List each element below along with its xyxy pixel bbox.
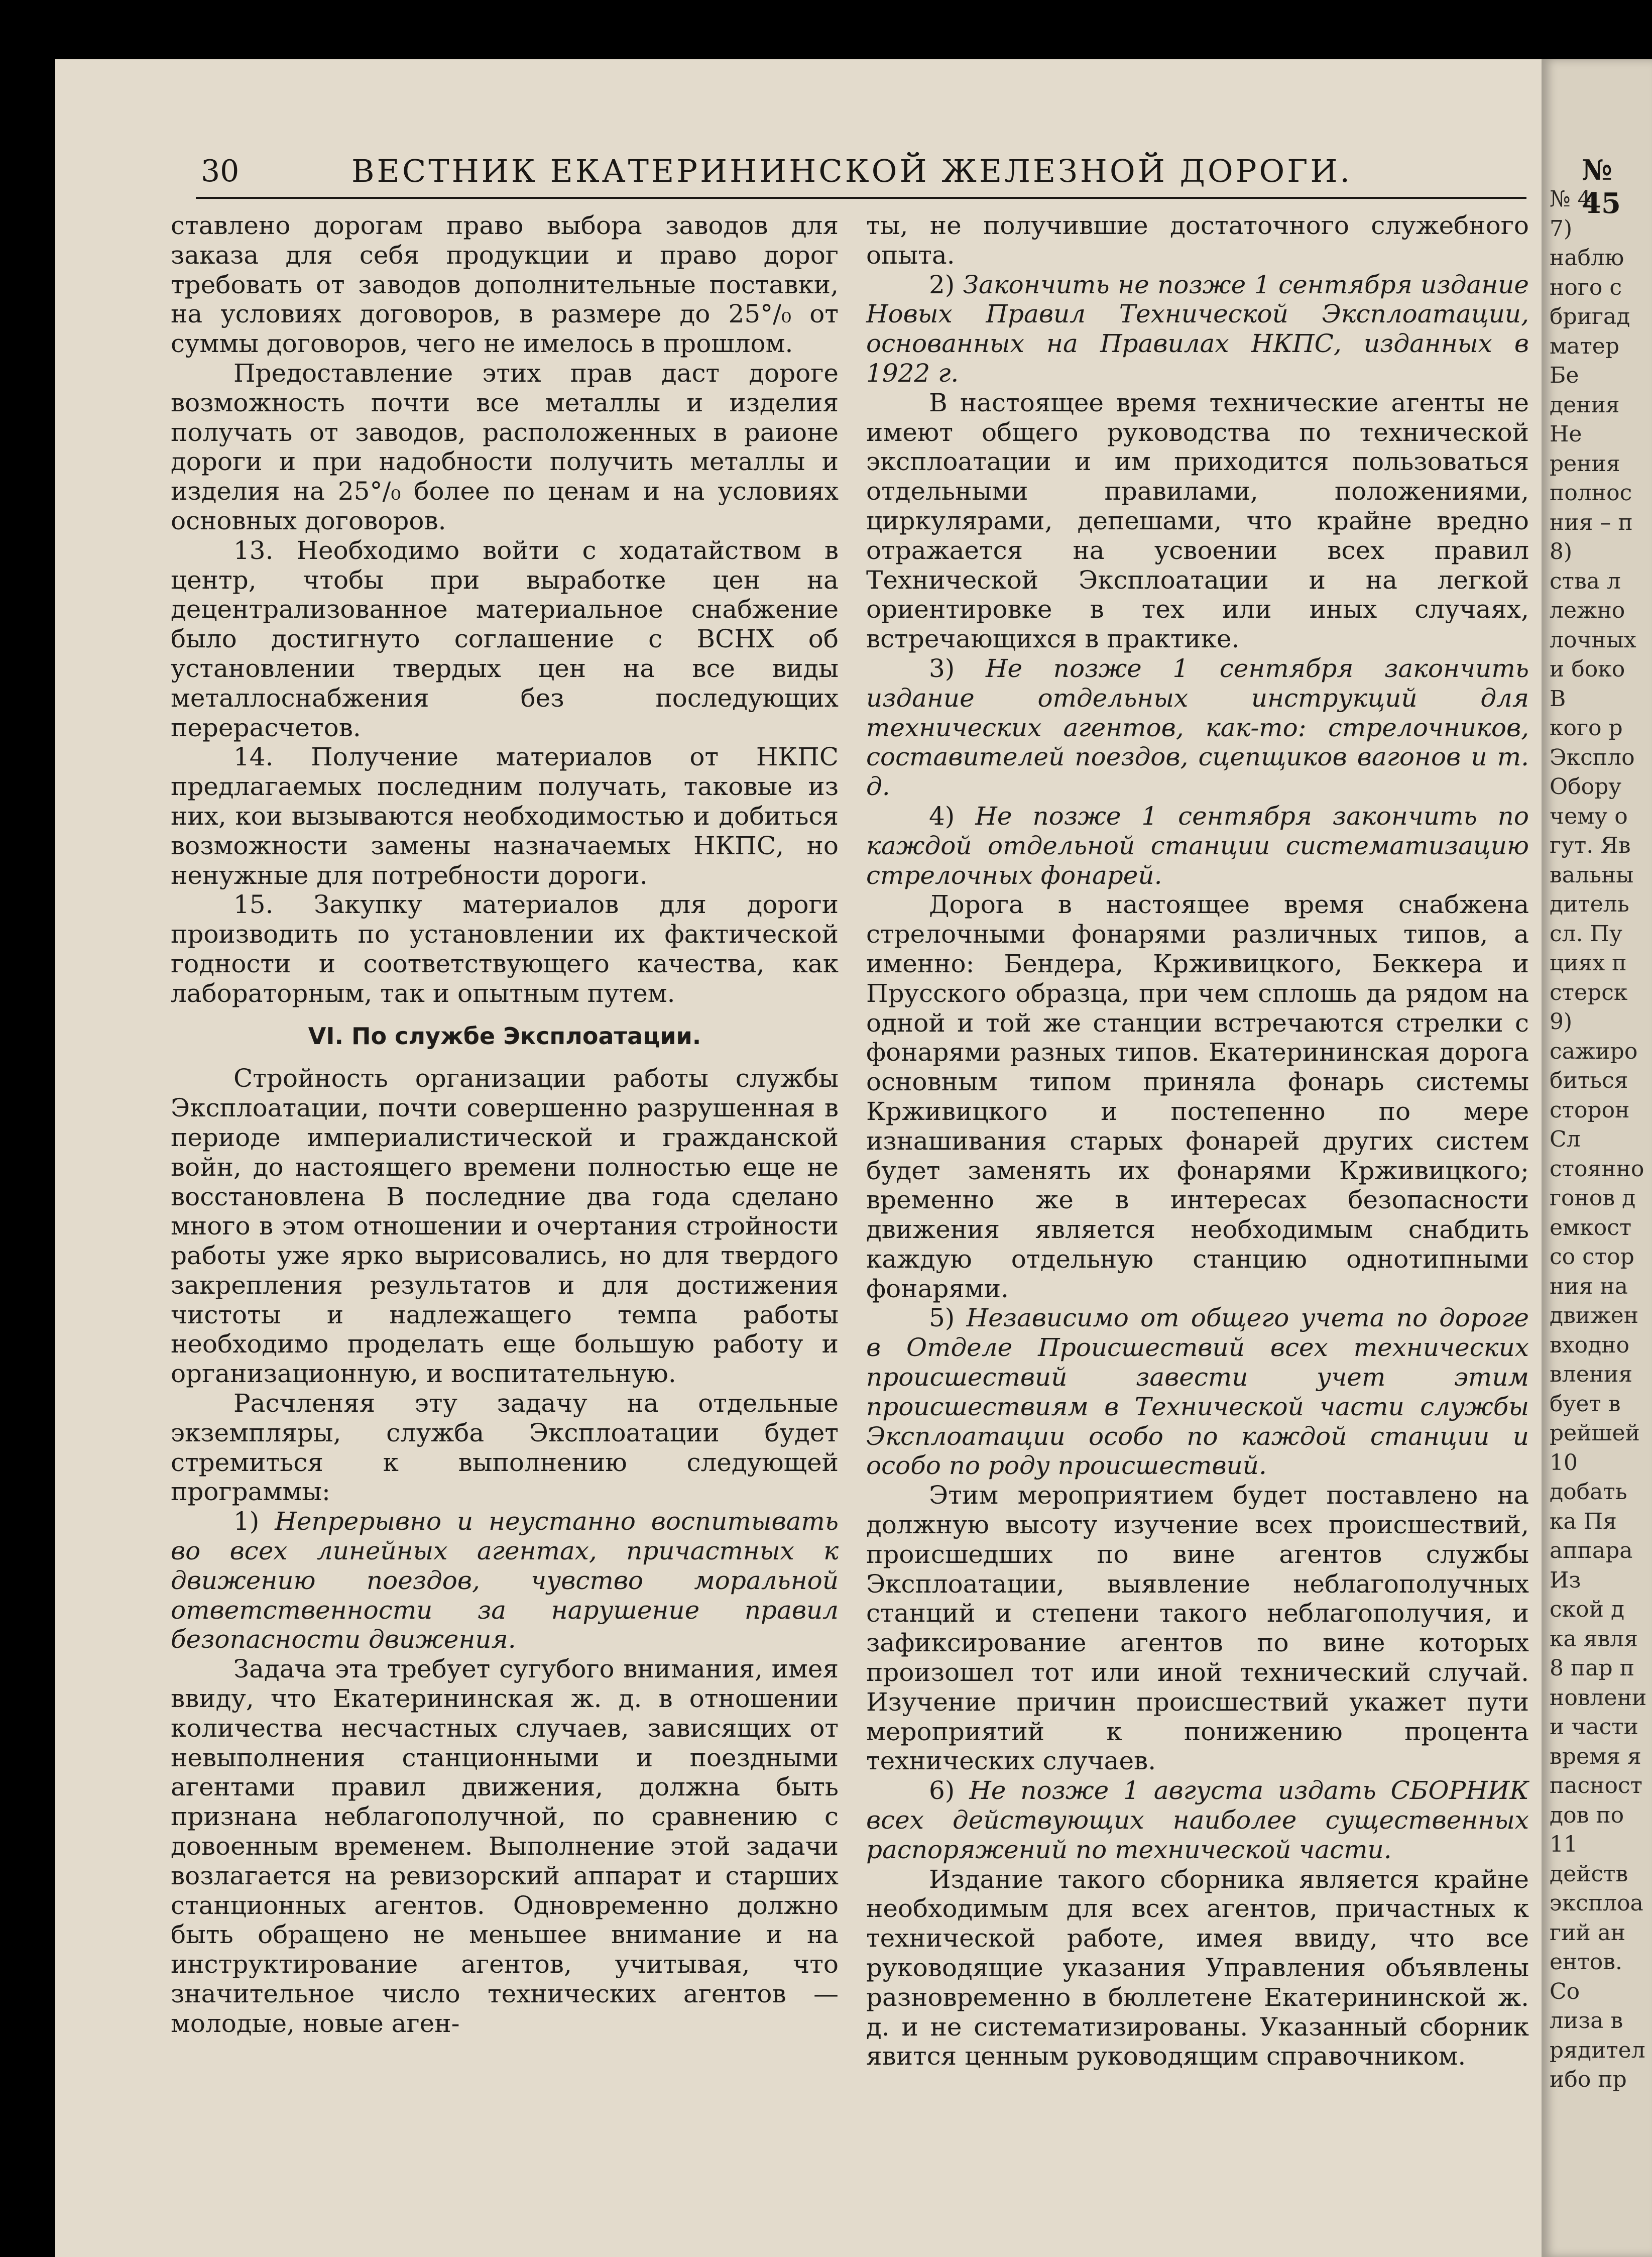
item-number: 1) bbox=[233, 1507, 260, 1536]
adjacent-page-fragment: Со bbox=[1550, 1978, 1580, 2004]
adjacent-page-fragment: действ bbox=[1550, 1861, 1628, 1887]
adjacent-page-fragment: добать bbox=[1550, 1479, 1627, 1505]
adjacent-page-fragment: ка Пя bbox=[1550, 1508, 1617, 1534]
adjacent-page-fragment: бригад bbox=[1550, 304, 1630, 329]
adjacent-page-fragment: емкост bbox=[1550, 1214, 1632, 1240]
adjacent-page-fragment: дения bbox=[1550, 392, 1620, 418]
adjacent-page-fragment: движен bbox=[1550, 1303, 1639, 1328]
paragraph: 13. Необходимо войти с ходатайством в центр, чтобы при выработке цен на децентрализованное материальное снабжение было достигнуто соглашение с ВСНХ об установлении твердых цен на все виды металлоснабжения без последующих перерасчетов. bbox=[171, 535, 839, 742]
adjacent-page-fragment: Бе bbox=[1550, 363, 1579, 388]
adjacent-page-fragment: 10 bbox=[1550, 1449, 1578, 1476]
adjacent-page-fragment: ка явля bbox=[1550, 1626, 1638, 1652]
adjacent-page-fragment: рядител bbox=[1550, 2037, 1645, 2063]
adjacent-page-fragment: биться bbox=[1550, 1068, 1628, 1093]
item-number: 3) bbox=[929, 653, 955, 683]
adjacent-page-fragment: полнос bbox=[1550, 480, 1632, 506]
adjacent-page-fragment: 11 bbox=[1550, 1832, 1578, 1857]
item-number: 6) bbox=[929, 1776, 955, 1805]
adjacent-page-fragment: наблю bbox=[1550, 245, 1624, 271]
item-number: 5) bbox=[929, 1303, 955, 1333]
item-text: Непрерывно и неустанно воспитывать во всех линейных агентах, причастных к движению поездов, чувство моральной ответственности за нарушение правил безопасности движения. bbox=[171, 1507, 839, 1654]
page-header bbox=[201, 98, 1621, 220]
adjacent-page-fragment: 9) bbox=[1550, 1009, 1573, 1035]
item-text: Закончить не позже 1 сентября издание Новых Правил Технической Эксплоатации, основанных на Правилах НКПС, изданных в 1922 г. bbox=[866, 270, 1529, 388]
adjacent-page-fragment: новлени bbox=[1550, 1684, 1647, 1711]
adjacent-page-fragment: пасност bbox=[1550, 1773, 1643, 1798]
paragraph: Стройность организации работы службы Эксплоатации, почти совершенно разрушенная в периоде империалистической и гражданской войн, до настоящего времени полностью еще не восстановлена В последние два года сделано много в этом отношении и очертания стройности работы уже ярко вырисовались, но для твердого закрепления результатов и для достижения чистоты и надлежащего темпа работы необходимо проделать еще большую работу и организационную, и воспитательную. bbox=[171, 1064, 839, 1389]
adjacent-page-fragment: аппара bbox=[1550, 1538, 1633, 1563]
adjacent-page-fragment: ного с bbox=[1550, 274, 1622, 300]
adjacent-page-fragment: ния на bbox=[1550, 1273, 1628, 1299]
item-number: 2) bbox=[929, 270, 955, 299]
paragraph: Издание такого сборника является крайне необходимым для всех агентов, причастных к технической работе, имея ввиду, что все руководящие указания Управления объявлены разновременно в бюллетене Екатерининской ж. д. и не систематизированы. Указанный сборник явится ценным руководящим справочником. bbox=[866, 1864, 1529, 2071]
adjacent-page-fragment: матер bbox=[1550, 333, 1620, 359]
adjacent-page-fragment: эксплоа bbox=[1550, 1890, 1643, 1916]
paragraph: Этим мероприятием будет поставлено на должную высоту изучение всех происшествий, происшедших по вине агентов службы Эксплоатации, выявление неблагополучных станций и степени такого неблагополучия, и зафиксирование агентов по вине которых произошел тот или иной технический случай. Изучение причин происшествий укажет пути мероприятий к понижению процента технических случаев. bbox=[866, 1481, 1529, 1776]
adjacent-page-fragment: рейшей bbox=[1550, 1420, 1640, 1446]
adjacent-page-fragment: чему о bbox=[1550, 803, 1628, 829]
adjacent-page-fragment: № 4 bbox=[1550, 186, 1592, 212]
adjacent-page-fragment: и части bbox=[1550, 1714, 1638, 1740]
section-heading: VI. По службе Эксплоатации. bbox=[308, 1022, 701, 1050]
adjacent-page-fragment: лочных bbox=[1550, 627, 1636, 653]
program-item bbox=[171, 1507, 839, 1654]
adjacent-page-fragment: гий ан bbox=[1550, 1920, 1626, 1946]
adjacent-page-fragment: лежно bbox=[1550, 598, 1625, 623]
adjacent-page-fragment: Сл bbox=[1550, 1126, 1581, 1152]
program-item bbox=[866, 654, 1529, 802]
adjacent-page-fragment: циях п bbox=[1550, 950, 1627, 976]
adjacent-page-fragment: Из bbox=[1550, 1567, 1581, 1593]
adjacent-page-fragment: дитель bbox=[1550, 891, 1629, 917]
paragraph: Дорога в настоящее время снабжена стрелочными фонарями различных типов, а именно: Бендера, Крживицкого, Беккера и Прусского образца, при чем сплошь да рядом на одной и той же станции встречаются стрелки с фонарями разных типов. Екатерининская дорога основным типом приняла фонарь системы Крживицкого и постепенно по мере изнашивания старых фонарей других систем будет заменять их фонарями Крживицкого; временно же в интересах безопасности движения является необходимым снабдить каждую отдельную станцию однотипными фонарями. bbox=[866, 890, 1529, 1303]
adjacent-page-fragment: рения bbox=[1550, 450, 1620, 477]
adjacent-page-fragment: кого р bbox=[1550, 715, 1623, 741]
adjacent-page-fragment: вальны bbox=[1550, 862, 1634, 888]
adjacent-page-fragment: время я bbox=[1550, 1743, 1641, 1769]
adjacent-page-fragment: гонов д bbox=[1550, 1185, 1636, 1211]
adjacent-page-fragment: лиза в bbox=[1550, 2008, 1623, 2034]
program-item bbox=[866, 1303, 1529, 1481]
item-text: Не позже 1 сентября закончить издание отдельных инструкций для технических агентов, как-то: стрелочников, составителей поездов, сцепщиков вагонов и т. д. bbox=[866, 653, 1529, 802]
page-number: 30 bbox=[201, 154, 240, 189]
adjacent-page-fragment: сажиро bbox=[1550, 1038, 1638, 1064]
program-item bbox=[866, 1776, 1529, 1864]
adjacent-page-fragment: ства л bbox=[1550, 568, 1621, 594]
item-number: 4) bbox=[929, 801, 955, 831]
adjacent-page-fragment: Не bbox=[1550, 421, 1582, 447]
paragraph: Предоставление этих прав даст дороге возможность почти все металлы и изделия получать от заводов, расположенных в раионе дороги и при надобности получить металлы и изделия на 25°/₀ более по ценам и на условиях основных договоров. bbox=[171, 358, 839, 535]
adjacent-page-fragment: ской д bbox=[1550, 1597, 1625, 1622]
adjacent-page-text bbox=[1550, 185, 1646, 2095]
adjacent-page-fragment: входно bbox=[1550, 1332, 1629, 1358]
adjacent-page-fragment: сторон bbox=[1550, 1097, 1630, 1123]
adjacent-page-fragment: ентов. bbox=[1550, 1949, 1622, 1975]
adjacent-page-fragment: ибо пр bbox=[1550, 2067, 1627, 2092]
item-text: Независимо от общего учета по дороге в Отделе Происшествий всех технических происшествий завести учет этим происшествиям в Технической части службы Эксплоатации особо по каждой станции и особо по роду происшествий. bbox=[866, 1303, 1529, 1481]
item-text: Не позже 1 августа издать СБОРНИК всех действующих наиболее существенных распоряжений по технической части. bbox=[866, 1776, 1529, 1864]
item-text: Не позже 1 сентября закончить по каждой отдельной станции систематизацию стрелочных фонарей. bbox=[866, 801, 1529, 890]
adjacent-page-fragment: и боко bbox=[1550, 656, 1625, 682]
adjacent-page-fragment: 8 пар п bbox=[1550, 1655, 1635, 1681]
adjacent-page-fragment: дов по bbox=[1550, 1802, 1624, 1828]
adjacent-page-fragment: Обору bbox=[1550, 774, 1622, 800]
paragraph: Расчленяя эту задачу на отдельные экземпляры, служба Эксплоатации будет стремиться к выполнению следующей программы: bbox=[171, 1389, 839, 1507]
issue-number: № 45 bbox=[1582, 154, 1621, 220]
program-item bbox=[866, 270, 1529, 388]
adjacent-page-edge bbox=[1542, 59, 1652, 2257]
left-column bbox=[171, 211, 839, 2039]
right-column bbox=[866, 211, 1529, 2071]
adjacent-page-fragment: стоянно bbox=[1550, 1156, 1644, 1182]
journal-title: ВЕСТНИК ЕКАТЕРИНИНСКОЙ ЖЕЛЕЗНОЙ ДОРОГИ. bbox=[351, 153, 1353, 189]
paragraph: ставлено дорогам право выбора заводов для заказа для себя продукции и право дорог требовать от заводов дополнительные поставки, на условиях договоров, в размере до 25°/₀ от суммы договоров, чего не имелось в прошлом. bbox=[171, 211, 839, 359]
adjacent-page-fragment: ния – п bbox=[1550, 509, 1633, 535]
adjacent-page-fragment: стерск bbox=[1550, 979, 1628, 1005]
adjacent-page-fragment: сл. Пу bbox=[1550, 921, 1622, 947]
paragraph: Задача эта требует сугубого внимания, имея ввиду, что Екатерининская ж. д. в отношении количества несчастных случаев, зависящих от невыполнения станционными и поездными агентами правил движения, должна быть признана неблагополучной, по сравнению с довоенным временем. Выполнение этой задачи возлагается на ревизорский аппарат и старших станционных агентов. Одновременно должно быть обращено не меньшее внимание и на инструктирование агентов, учитывая, что значительное число технических агентов — молодые, новые аген- bbox=[171, 1654, 839, 2038]
adjacent-page-fragment: вления bbox=[1550, 1362, 1633, 1387]
adjacent-page-fragment: 7) bbox=[1550, 215, 1573, 242]
adjacent-page-fragment: Экспло bbox=[1550, 744, 1635, 770]
program-item bbox=[866, 802, 1529, 890]
adjacent-page-fragment: гут. Яв bbox=[1550, 833, 1631, 858]
paragraph: 14. Получение материалов от НКПС предлагаемых последним получать, таковые из них, кои вызываются необходимостью и добиться возможности замены назначаемых НКПС, но ненужные для потребности дороги. bbox=[171, 742, 839, 890]
adjacent-page-fragment: бует в bbox=[1550, 1391, 1621, 1417]
header-rule bbox=[196, 197, 1526, 199]
paragraph: ты, не получившие достаточного служебного опыта. bbox=[866, 211, 1529, 270]
paragraph: 15. Закупку материалов для дороги производить по установлении их фактической годности и соответствующего качества, как лабораторным, так и опытным путем. bbox=[171, 890, 839, 1008]
adjacent-page-fragment: В bbox=[1550, 686, 1566, 712]
adjacent-page-fragment: со стор bbox=[1550, 1244, 1634, 1270]
adjacent-page-fragment: 8) bbox=[1550, 539, 1573, 565]
paragraph: В настоящее время технические агенты не имеют общего руководства по технической эксплоатации и им приходится пользоваться отдельными правилами, положениями, циркулярами, депешами, что крайне вредно отражается на усвоении всех правил Технической Эксплоатации и на легкой ориентировке в тех или иных случаях, встречающихся в практике. bbox=[866, 388, 1529, 654]
